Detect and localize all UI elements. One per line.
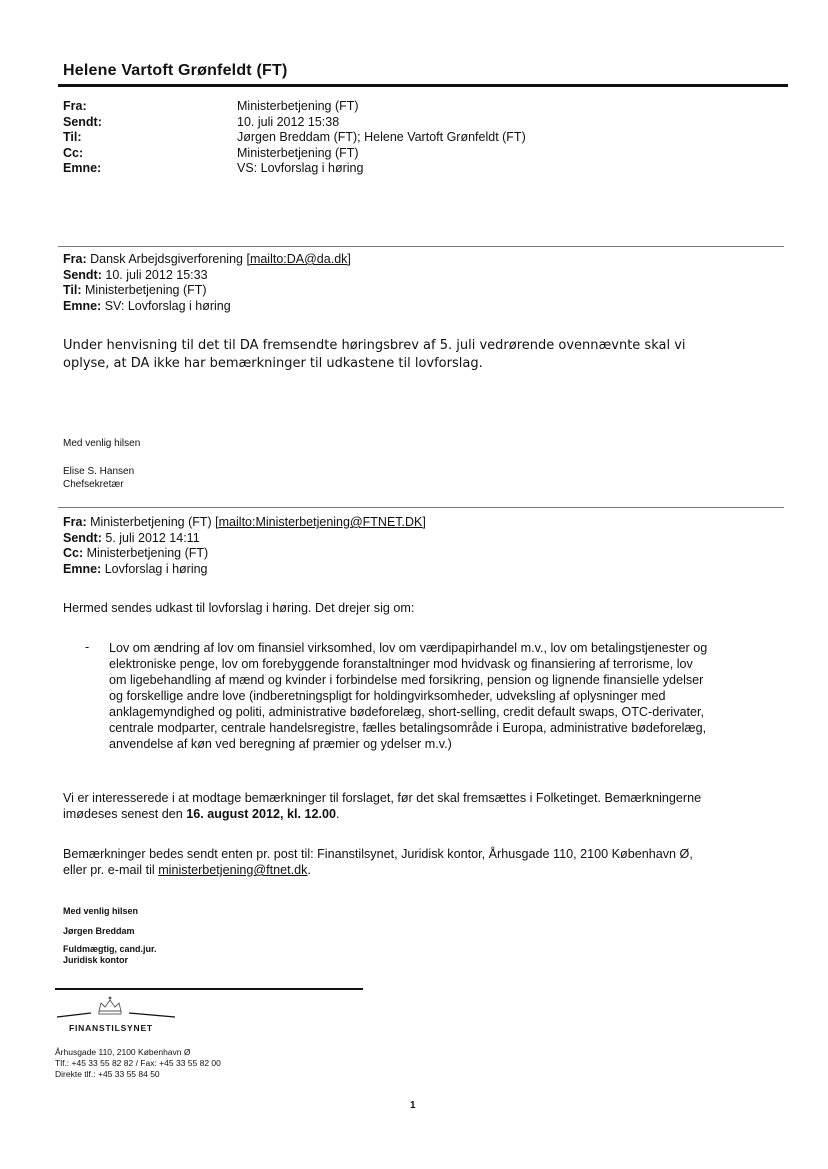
send-line: Bemærkninger bedes sendt enten pr. post til: Finanstilsynet, Juridisk kontor, Århusgade 110, 2100 København Ø, (63, 847, 693, 861)
header-label-to: Til: (63, 130, 82, 144)
crown-emblem-icon (55, 995, 185, 1023)
forward-header-ministry (63, 515, 426, 577)
title-rule (58, 84, 788, 87)
fwd2-sent-label: Sendt: (63, 530, 102, 545)
bill-description (109, 640, 707, 752)
page-number: 1 (410, 1100, 416, 1111)
fwd2-signer-title: Fuldmægtig, cand.jur. (63, 944, 157, 954)
deadline: 16. august 2012, kl. 12.00 (186, 807, 337, 821)
fwd1-from: Dansk Arbejdsgiverforening (90, 252, 243, 266)
fwd2-from-label: Fra: (63, 515, 87, 529)
header-label-sent: Sendt: (63, 114, 102, 129)
fwd2-signer-name: Jørgen Breddam (63, 926, 135, 936)
da-message-body (63, 337, 763, 373)
fwd2-sent: 5. juli 2012 14:11 (105, 530, 200, 545)
comments-prefix: imødeses senest den (63, 807, 187, 821)
fwd2-signer-dept: Juridisk kontor (63, 955, 129, 965)
fwd1-greeting: Med venlig hilsen (63, 438, 141, 449)
fwd2-intro: Hermed sendes udkast til lovforslag i høring. Det drejer sig om: (63, 601, 415, 615)
send-prefix: eller pr. e-mail til (63, 863, 159, 877)
fwd1-subject: SV: Lovforslag i høring (104, 298, 231, 313)
bullet-dash: - (85, 640, 90, 654)
fwd1-signer-title: Chefsekretær (63, 479, 124, 490)
fwd1-sent-label: Sendt: (63, 267, 102, 282)
header-labels (63, 99, 102, 177)
fwd2-mailto-link[interactable]: [mailto:Ministerbetjening@FTNET.DK] (215, 515, 426, 529)
fwd2-cc: Ministerbetjening (FT) (86, 546, 209, 560)
bill-line: anklagemyndighed og politi, administrative bødeforelæg, short-selling, credit default swaps, OTC-derivater, (109, 705, 704, 719)
header-values (237, 99, 526, 177)
fwd1-signer-name: Elise S. Hansen (63, 466, 135, 477)
finanstilsynet-logo (55, 995, 185, 1040)
header-label-subject: Emne: (63, 161, 102, 175)
email-link[interactable]: ministerbetjening@ftnet.dk (158, 863, 308, 877)
fwd2-signer-block (63, 944, 157, 966)
header-value-to: Jørgen Breddam (FT); Helene Vartoft Grønfeldt (FT) (237, 130, 526, 144)
fwd1-to: Ministerbetjening (FT) (85, 283, 207, 297)
fwd1-subject-label: Emne: (63, 298, 102, 313)
header-value-from: Ministerbetjening (FT) (237, 99, 359, 113)
comments-paragraph (63, 790, 701, 822)
comments-suffix: . (336, 807, 340, 821)
separator-rule (58, 507, 784, 508)
da-body-line: Under henvisning til det til DA fremsendte høringsbrev af 5. juli vedrørende ovennævnte skal vi (63, 338, 686, 353)
comments-line: Vi er interesserede i at modtage bemærkninger til forslaget, før det skal fremsættes i Folketinget. Bemærkningerne (63, 791, 702, 805)
bill-line: centrale modparter, centrale handelsregistre, fælles betalingsområde i Europa, administrative bødeforelæg, (109, 721, 707, 735)
fwd1-sent: 10. juli 2012 15:33 (105, 267, 208, 282)
send-paragraph (63, 846, 693, 878)
fwd2-cc-label: Cc: (63, 546, 84, 560)
address-street: Århusgade 110, 2100 København Ø (55, 1047, 191, 1057)
fwd2-subject: Lovforslag i høring (104, 561, 208, 576)
header-value-subject: VS: Lovforslag i høring (237, 161, 364, 175)
header-value-sent: 10. juli 2012 15:38 (237, 114, 340, 129)
header-value-cc: Ministerbetjening (FT) (237, 145, 359, 160)
fwd1-signature (63, 465, 134, 491)
bill-line: elektroniske penge, lov om forebyggende foranstaltninger mod hvidvask og finansiering af terrorisme, lov (109, 657, 693, 671)
fwd1-to-label: Til: (63, 283, 82, 297)
bill-line: anvendelse af køn ved beregning af præmier og ydelser m.v.) (109, 737, 452, 751)
forward-header-da (63, 252, 351, 314)
bill-line: Lov om ændring af lov om finansiel virksomhed, lov om værdipapirhandel m.v., lov om betalingstjenester og (109, 641, 708, 655)
header-label-cc: Cc: (63, 145, 84, 160)
sender-name: Helene Vartoft Grønfeldt (FT) (63, 62, 288, 79)
send-suffix: . (307, 863, 311, 877)
bill-line: om ligebehandling af mænd og kvinder i forbindelse med forsikring, pension og lignende finansielle ydelser (109, 673, 704, 687)
fwd1-from-label: Fra: (63, 252, 87, 266)
separator-rule (58, 246, 784, 247)
address-phone-fax: Tlf.: +45 33 55 82 82 / Fax: +45 33 55 82 00 (55, 1058, 221, 1068)
signature-rule (55, 988, 363, 990)
fwd2-subject-label: Emne: (63, 561, 102, 576)
address-direct-phone: Direkte tlf.: +45 33 55 84 50 (55, 1069, 160, 1079)
header-label-from: Fra: (63, 99, 87, 113)
fwd2-from: Ministerbetjening (FT) (90, 515, 212, 529)
logo-text: FINANSTILSYNET (69, 1023, 153, 1033)
address-block (55, 1047, 221, 1080)
da-body-line: oplyse, at DA ikke har bemærkninger til udkastene til lovforslag. (63, 356, 483, 371)
fwd2-greeting: Med venlig hilsen (63, 906, 139, 916)
fwd1-mailto-link[interactable]: [mailto:DA@da.dk] (246, 252, 351, 266)
bill-line: og forskellige andre love (indberetningspligt for holdingvirksomheder, udveksling af oplysninger med (109, 689, 666, 703)
